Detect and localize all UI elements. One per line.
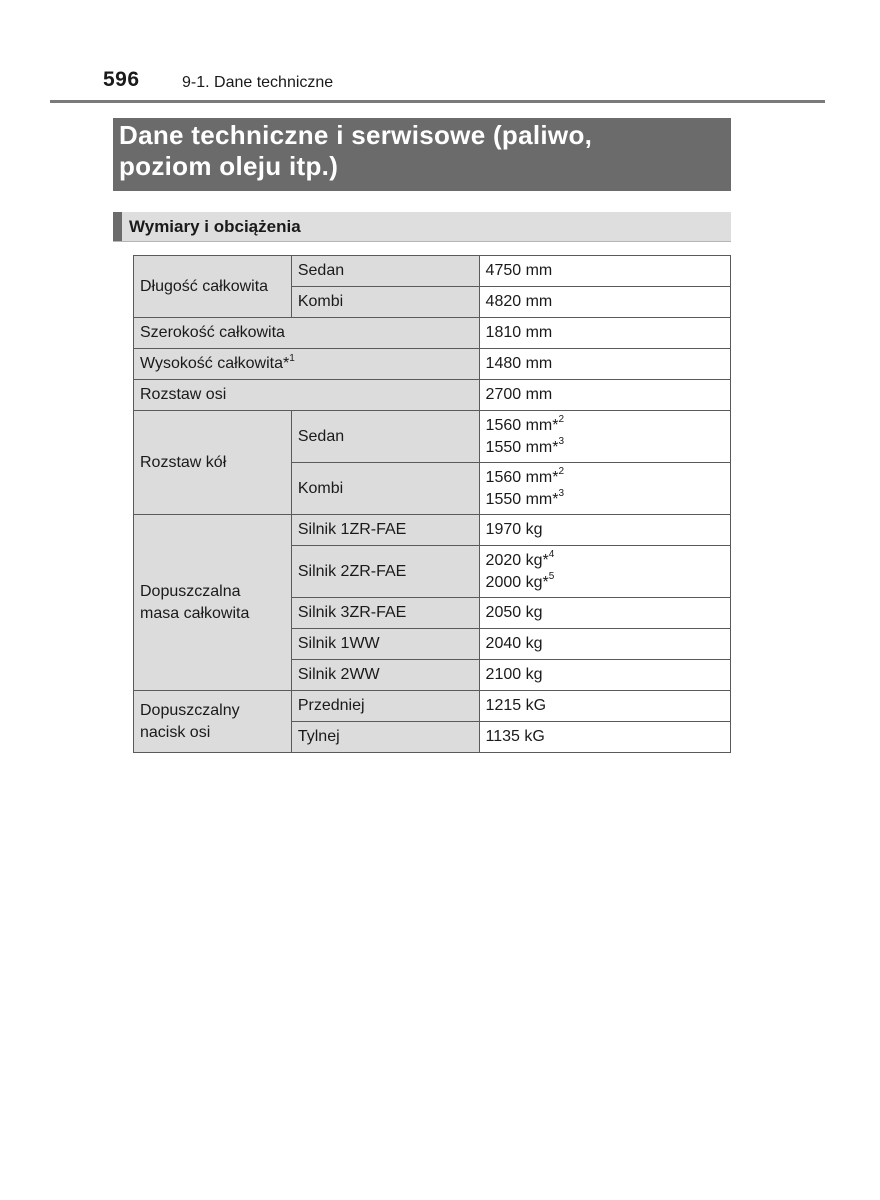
value-line: 1550 mm* [485, 490, 559, 508]
table-row [134, 411, 731, 463]
footnote-marker: 4 [548, 549, 555, 561]
row-subtype: Silnik 1ZR-FAE [291, 515, 479, 546]
row-subtype: Sedan [291, 411, 479, 463]
row-value: 1810 mm [479, 318, 730, 349]
row-value: 1970 kg [479, 515, 730, 546]
table-row [134, 349, 731, 380]
value-line: 1560 mm* [485, 468, 559, 486]
dimensions-table [133, 255, 731, 753]
footnote-marker: 5 [548, 571, 555, 583]
row-value: 2700 mm [479, 380, 730, 411]
table-row [134, 691, 731, 722]
row-label-axle-load [134, 691, 292, 753]
subsection-title: Wymiary i obciążenia [129, 217, 301, 236]
row-subtype: Silnik 3ZR-FAE [291, 598, 479, 629]
row-value: 4820 mm [479, 287, 730, 318]
value-line: 2000 kg* [485, 573, 549, 591]
page-number: 596 [103, 68, 140, 91]
footnote-marker: 2 [558, 466, 565, 478]
table-row [134, 380, 731, 411]
row-subtype: Silnik 1WW [291, 629, 479, 660]
table-row [134, 318, 731, 349]
height-label-text: Wysokość całkowita* [140, 355, 290, 372]
footnote-marker: 1 [289, 352, 295, 364]
row-value: 1135 kG [479, 722, 730, 753]
row-value: 2100 kg [479, 660, 730, 691]
label-line: nacisk osi [140, 723, 211, 741]
value-line: 1560 mm* [485, 416, 559, 434]
row-subtype: Sedan [291, 256, 479, 287]
row-value: 1480 mm [479, 349, 730, 380]
row-value [479, 411, 730, 463]
subsection-bar [113, 212, 731, 242]
footnote-marker: 3 [558, 436, 565, 448]
footnote-marker: 3 [558, 488, 565, 500]
row-value [479, 546, 730, 598]
row-value [479, 463, 730, 515]
title-line-1: Dane techniczne i serwisowe (paliwo, [119, 120, 593, 150]
row-label-width: Szerokość całkowita [134, 318, 480, 349]
row-subtype: Silnik 2ZR-FAE [291, 546, 479, 598]
subsection-accent [113, 212, 122, 241]
row-label-track: Rozstaw kół [134, 411, 292, 515]
row-label-wheelbase: Rozstaw osi [134, 380, 480, 411]
row-label-length: Długość całkowita [134, 256, 292, 318]
row-subtype: Kombi [291, 463, 479, 515]
title-line-2: poziom oleju itp.) [119, 151, 339, 181]
row-value: 4750 mm [479, 256, 730, 287]
label-line: Dopuszczalna [140, 582, 241, 600]
row-value: 1215 kG [479, 691, 730, 722]
table-row [134, 256, 731, 287]
label-line: Dopuszczalny [140, 701, 240, 719]
row-label-gross-mass [134, 515, 292, 691]
value-line: 2020 kg* [485, 551, 549, 569]
row-subtype: Tylnej [291, 722, 479, 753]
footnote-marker: 2 [558, 414, 565, 426]
header-rule [50, 100, 825, 103]
row-subtype: Przedniej [291, 691, 479, 722]
page-title [119, 120, 725, 182]
section-path: 9-1. Dane techniczne [182, 74, 334, 91]
row-value: 2050 kg [479, 598, 730, 629]
row-subtype: Silnik 2WW [291, 660, 479, 691]
title-box [113, 118, 731, 191]
label-line: masa całkowita [140, 604, 250, 622]
row-value: 2040 kg [479, 629, 730, 660]
value-line: 1550 mm* [485, 438, 559, 456]
row-subtype: Kombi [291, 287, 479, 318]
table-row [134, 515, 731, 546]
row-label-height [134, 349, 480, 380]
